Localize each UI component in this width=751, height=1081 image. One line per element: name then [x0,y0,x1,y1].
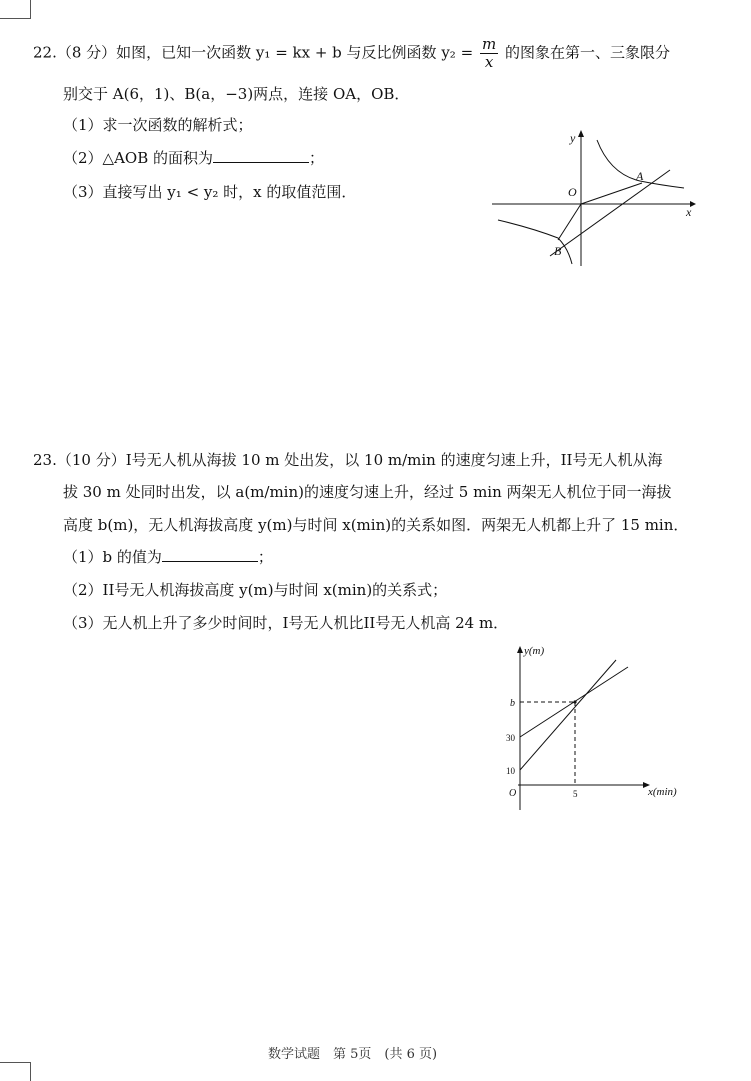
q23-line3: 高度 b(m)，无人机海拔高度 y(m)与时间 x(min)的关系如图．两架无人机都上升了 15 min． [63,516,689,534]
q22-segment-oa [581,183,642,204]
q22-label-x: x [686,205,692,219]
q22-segment-ob [558,204,581,240]
q22-label-y: y [570,131,576,145]
q22-graph [488,128,698,268]
q23-ylabel: y(m) [524,645,545,657]
q23-part1-end: ； [257,548,273,566]
q23-part1-text: （1）b 的值为 [63,548,162,566]
q22-answer-blank [213,148,309,163]
q22-y-arrow [578,130,584,137]
q23-tick-10: 10 [506,766,515,776]
q23-tick-5: 5 [573,789,578,799]
q22-part2 [63,148,324,168]
q22-line1-a: 22.（8 分）如图，已知一次函数 y₁ = kx + b 与反比例函数 y₂ = [33,43,474,62]
q23-tick-b: b [510,698,515,709]
q23-drone1-line [520,660,616,770]
q22-label-b: B [554,244,562,258]
q22-part2-end: ； [309,149,325,167]
q23-line1: 23.（10 分）I号无人机从海拔 10 m 处出发，以 10 m/min 的速度匀速上升，II号无人机从海 [33,451,663,469]
q23-part2: （2）II号无人机海拔高度 y(m)与时间 x(min)的关系式； [63,581,448,599]
q22-linear-line [550,170,670,256]
q23-origin: O [509,788,517,799]
q23-line2: 拔 30 m 处同时出发，以 a(m/min)的速度匀速上升，经过 5 min 两架无人机位于同一海拔 [63,483,672,501]
q23-part1 [63,547,273,567]
q22-line2: 别交于 A(6，1)、B(a，−3)两点，连接 OA，OB． [63,85,410,103]
q23-xlabel: x(min) [648,786,677,798]
q22-part1: （1）求一次函数的解析式； [63,116,253,134]
q22-label-o: O [568,185,577,199]
q22-fraction-den: x [484,53,494,71]
q23-y-arrow [517,646,523,653]
q22-fraction [480,36,498,71]
q23-intersection-point [573,700,576,703]
q23-tick-30: 30 [506,733,515,743]
page-footer: 数学试题 第 5页 (共 6 页) [268,1047,438,1062]
crop-mark-bottom [0,1062,31,1081]
crop-mark-top [0,0,31,19]
q22-fraction-num: m [481,35,497,53]
q22-label-a: A [636,169,644,183]
q22-part3: （3）直接写出 y₁ < y₂ 时，x 的取值范围． [63,183,357,201]
q23-graph [498,640,688,815]
q22-line1 [33,36,670,71]
q23-part3: （3）无人机上升了多少时间时，I号无人机比II号无人机高 24 m． [63,614,509,632]
q23-answer-blank [162,547,258,562]
q22-part2-text: （2）△AOB 的面积为 [63,149,214,167]
q22-line1-b: 的图象在第一、三象限分 [504,43,670,62]
